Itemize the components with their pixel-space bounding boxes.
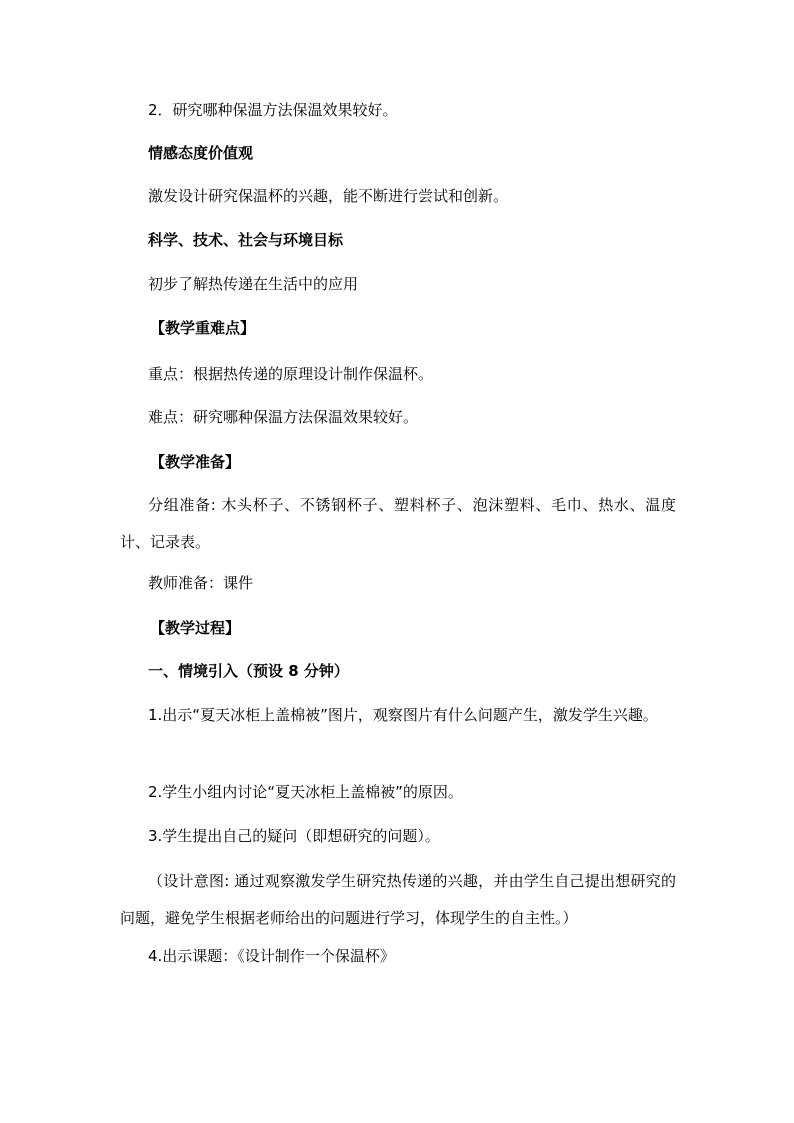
teacher-preparation: 教师准备：课件 [148, 574, 254, 592]
heading-key-difficult-points: 【教学重难点】 [150, 319, 256, 337]
emotional-objective: 激发设计研究保温杯的兴趣，能不断进行尝试和创新。 [148, 187, 509, 205]
design-intent: （设计意图: 通过观察激发学生研究热传递的兴趣，并由学生自己提出想研究的问题，避免学生根据老师给出的问题进行学习，体现学生的自主性。） [120, 872, 676, 927]
section-scenario-introduction: 一、情境引入（预设 8 分钟） [148, 662, 349, 680]
heading-sci-tech-society-environment: 科学、技术、社会与环境目标 [148, 231, 344, 249]
difficult-point: 难点：研究哪种保温方法保温效果较好。 [148, 408, 419, 426]
heading-teaching-preparation: 【教学准备】 [150, 453, 241, 471]
process-step-2: 2.学生小组内讨论“夏天冰柜上盖棉被”的原因。 [148, 783, 463, 801]
group-preparation: 分组准备: 木头杯子、不锈钢杯子、塑料杯子、泡沫塑料、毛巾、热水、温度计、记录表。 [120, 496, 676, 551]
process-step-4: 4.出示课题：《设计制作一个保温杯》 [148, 947, 395, 965]
process-step-3: 3.学生提出自己的疑问（即想研究的问题）。 [148, 827, 440, 845]
heading-emotional-attitude-values: 情感态度价值观 [148, 144, 254, 162]
sts-objective: 初步了解热传递在生活中的应用 [148, 275, 359, 293]
process-step-1: 1.出示“夏天冰柜上盖棉被”图片，观察图片有什么问题产生，激发学生兴趣。 [148, 706, 658, 724]
heading-teaching-process: 【教学过程】 [150, 619, 241, 637]
objective-item-2: 2．研究哪种保温方法保温效果较好。 [148, 101, 398, 119]
key-point: 重点：根据热传递的原理设计制作保温杯。 [148, 365, 434, 383]
